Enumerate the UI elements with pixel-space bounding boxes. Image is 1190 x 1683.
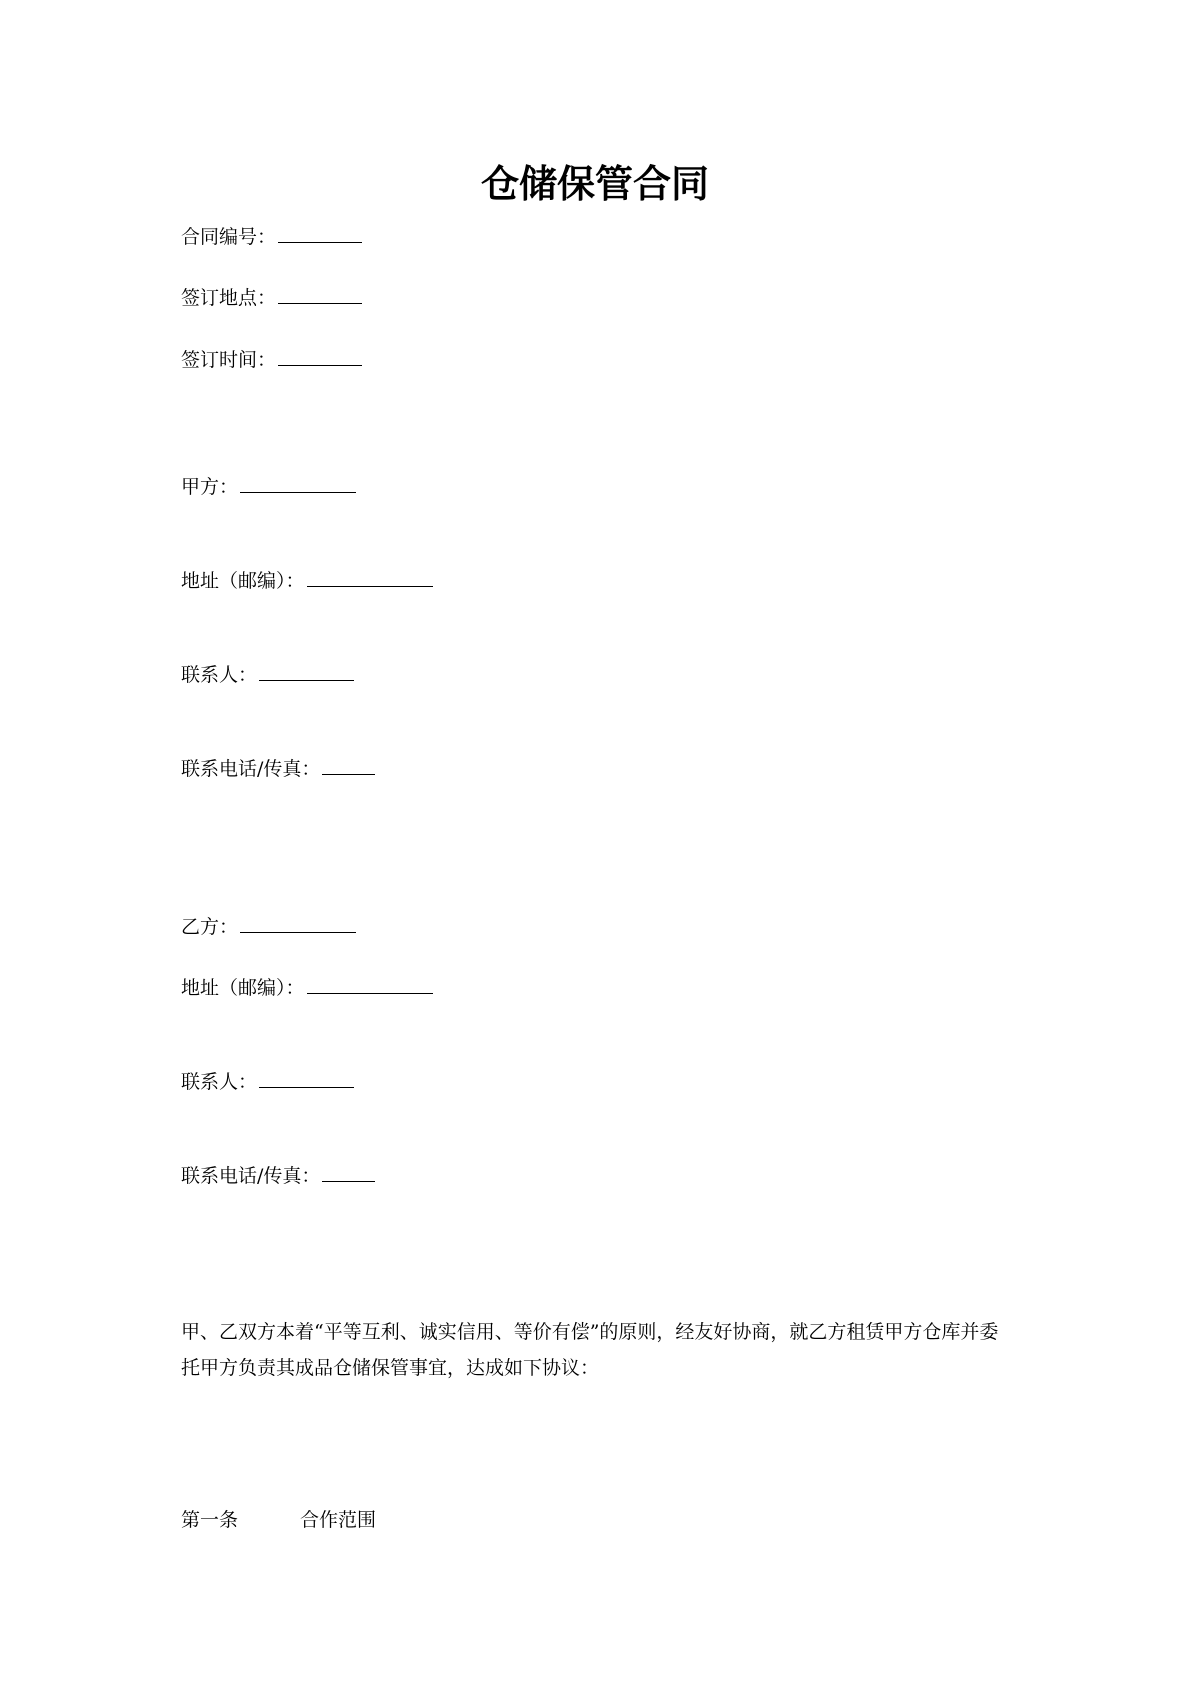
document-title: 仓储保管合同 — [480, 162, 709, 206]
signing-time-blank[interactable] — [278, 345, 362, 366]
party-a-contact-label: 联系人： — [181, 664, 258, 686]
party-b-contact-label: 联系人： — [181, 1071, 258, 1093]
party-a-address-blank[interactable] — [307, 566, 433, 587]
party-b-phone-field — [181, 1161, 375, 1190]
signing-place-blank[interactable] — [278, 283, 362, 304]
party-a-name-label: 甲方： — [181, 476, 239, 498]
party-b-address-label: 地址（邮编）： — [181, 977, 305, 999]
party-a-phone-label: 联系电话/传真： — [181, 758, 321, 780]
article-1-number: 第一条 — [181, 1509, 239, 1531]
party-a-phone-field — [181, 754, 375, 783]
party-b-name-blank[interactable] — [240, 912, 356, 933]
party-a-contact-blank[interactable] — [259, 660, 354, 681]
article-1-heading — [181, 1506, 376, 1534]
party-a-name-field — [181, 472, 356, 501]
contract-number-label: 合同编号： — [181, 226, 277, 248]
contract-number-blank[interactable] — [278, 222, 362, 243]
signing-place-field — [181, 283, 362, 312]
party-a-contact-field — [181, 660, 354, 689]
party-b-address-blank[interactable] — [307, 973, 433, 994]
party-a-address-label: 地址（邮编）： — [181, 570, 305, 592]
article-1-title: 合作范围 — [300, 1509, 377, 1531]
party-b-name-field — [181, 912, 356, 941]
signing-place-label: 签订地点： — [181, 287, 277, 309]
party-b-name-label: 乙方： — [181, 916, 239, 938]
party-b-phone-label: 联系电话/传真： — [181, 1165, 321, 1187]
preamble-paragraph: 甲、乙双方本着“平等互利、诚实信用、等价有偿”的原则，经友好协商，就乙方租赁甲方仓库并委托甲方负责其成品仓储保管事宜，达成如下协议： — [181, 1321, 999, 1379]
contract-number-field — [181, 222, 362, 251]
party-a-address-field — [181, 566, 433, 595]
party-b-contact-blank[interactable] — [259, 1067, 354, 1088]
signing-time-field — [181, 345, 362, 374]
party-a-phone-blank[interactable] — [322, 754, 375, 775]
signing-time-label: 签订时间： — [181, 349, 277, 371]
party-a-name-blank[interactable] — [240, 472, 356, 493]
party-b-address-field — [181, 973, 433, 1002]
party-b-phone-blank[interactable] — [322, 1161, 375, 1182]
party-b-contact-field — [181, 1067, 354, 1096]
